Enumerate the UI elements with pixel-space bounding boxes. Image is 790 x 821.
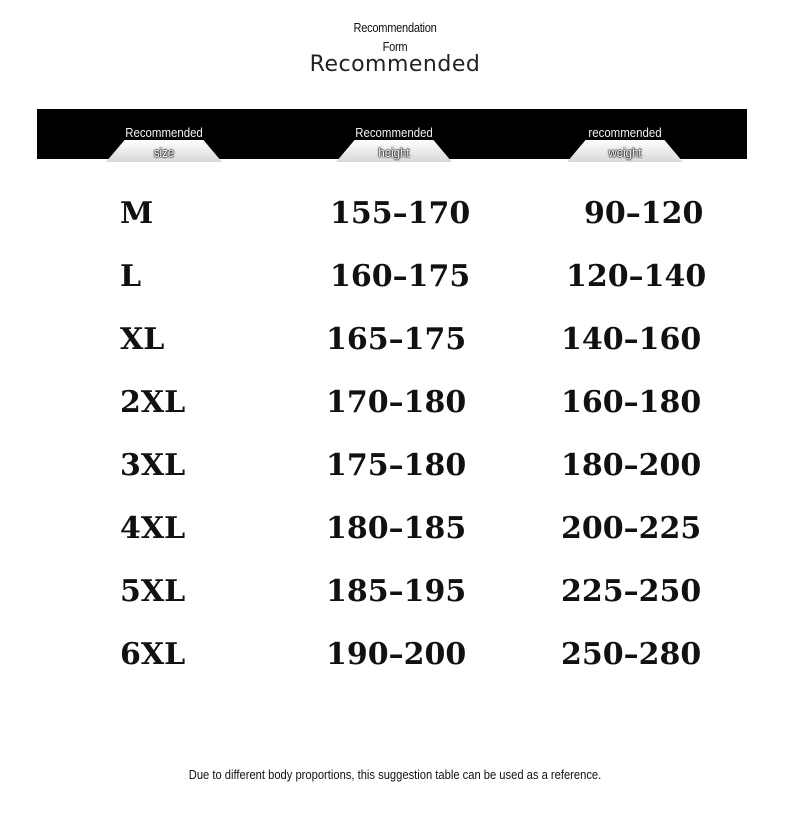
size-cell: 4XL (120, 511, 186, 546)
height-cell: 170–180 (326, 385, 467, 420)
table-row (0, 194, 790, 234)
footnote: Due to different body proportions, this suggestion table can be used as a reference. (188, 767, 602, 782)
column-header-label: Recommended (355, 125, 433, 140)
height-cell: 180–185 (326, 511, 467, 546)
table-row (0, 320, 790, 360)
size-cell: 6XL (120, 637, 186, 672)
height-cell: 185–195 (326, 574, 467, 609)
size-cell: XL (120, 322, 165, 357)
heading-line-1: Recommendation (353, 20, 437, 35)
column-header-sublabel: height (378, 145, 410, 160)
height-cell: 155–170 (330, 196, 471, 231)
column-header-label: recommended (588, 125, 662, 140)
column-header-height (336, 109, 452, 165)
height-cell: 190–200 (326, 637, 467, 672)
weight-cell: 160–180 (561, 385, 702, 420)
table-row (0, 509, 790, 549)
weight-cell: 225–250 (561, 574, 702, 609)
weight-cell: 120–140 (566, 259, 707, 294)
column-header-weight (567, 109, 683, 165)
column-header-label: Recommended (125, 125, 203, 140)
table-row (0, 572, 790, 612)
weight-cell: 140–160 (561, 322, 702, 357)
table-row (0, 635, 790, 675)
page-title: Recommended (309, 52, 481, 77)
size-cell: 3XL (120, 448, 186, 483)
size-cell: L (120, 259, 142, 294)
height-cell: 165–175 (326, 322, 467, 357)
size-cell: 2XL (120, 385, 186, 420)
column-header-sublabel: weight (608, 145, 642, 160)
weight-cell: 90–120 (584, 196, 704, 231)
weight-cell: 250–280 (561, 637, 702, 672)
weight-cell: 200–225 (561, 511, 702, 546)
heading-line-2: Form (382, 39, 408, 54)
table-row (0, 383, 790, 423)
column-header-size (106, 109, 222, 165)
weight-cell: 180–200 (561, 448, 702, 483)
table-row (0, 257, 790, 297)
height-cell: 160–175 (330, 259, 471, 294)
size-cell: M (120, 196, 154, 231)
table-row (0, 446, 790, 486)
height-cell: 175–180 (326, 448, 467, 483)
column-header-sublabel: size (153, 145, 175, 160)
table-header-bar (37, 109, 747, 159)
size-cell: 5XL (120, 574, 186, 609)
